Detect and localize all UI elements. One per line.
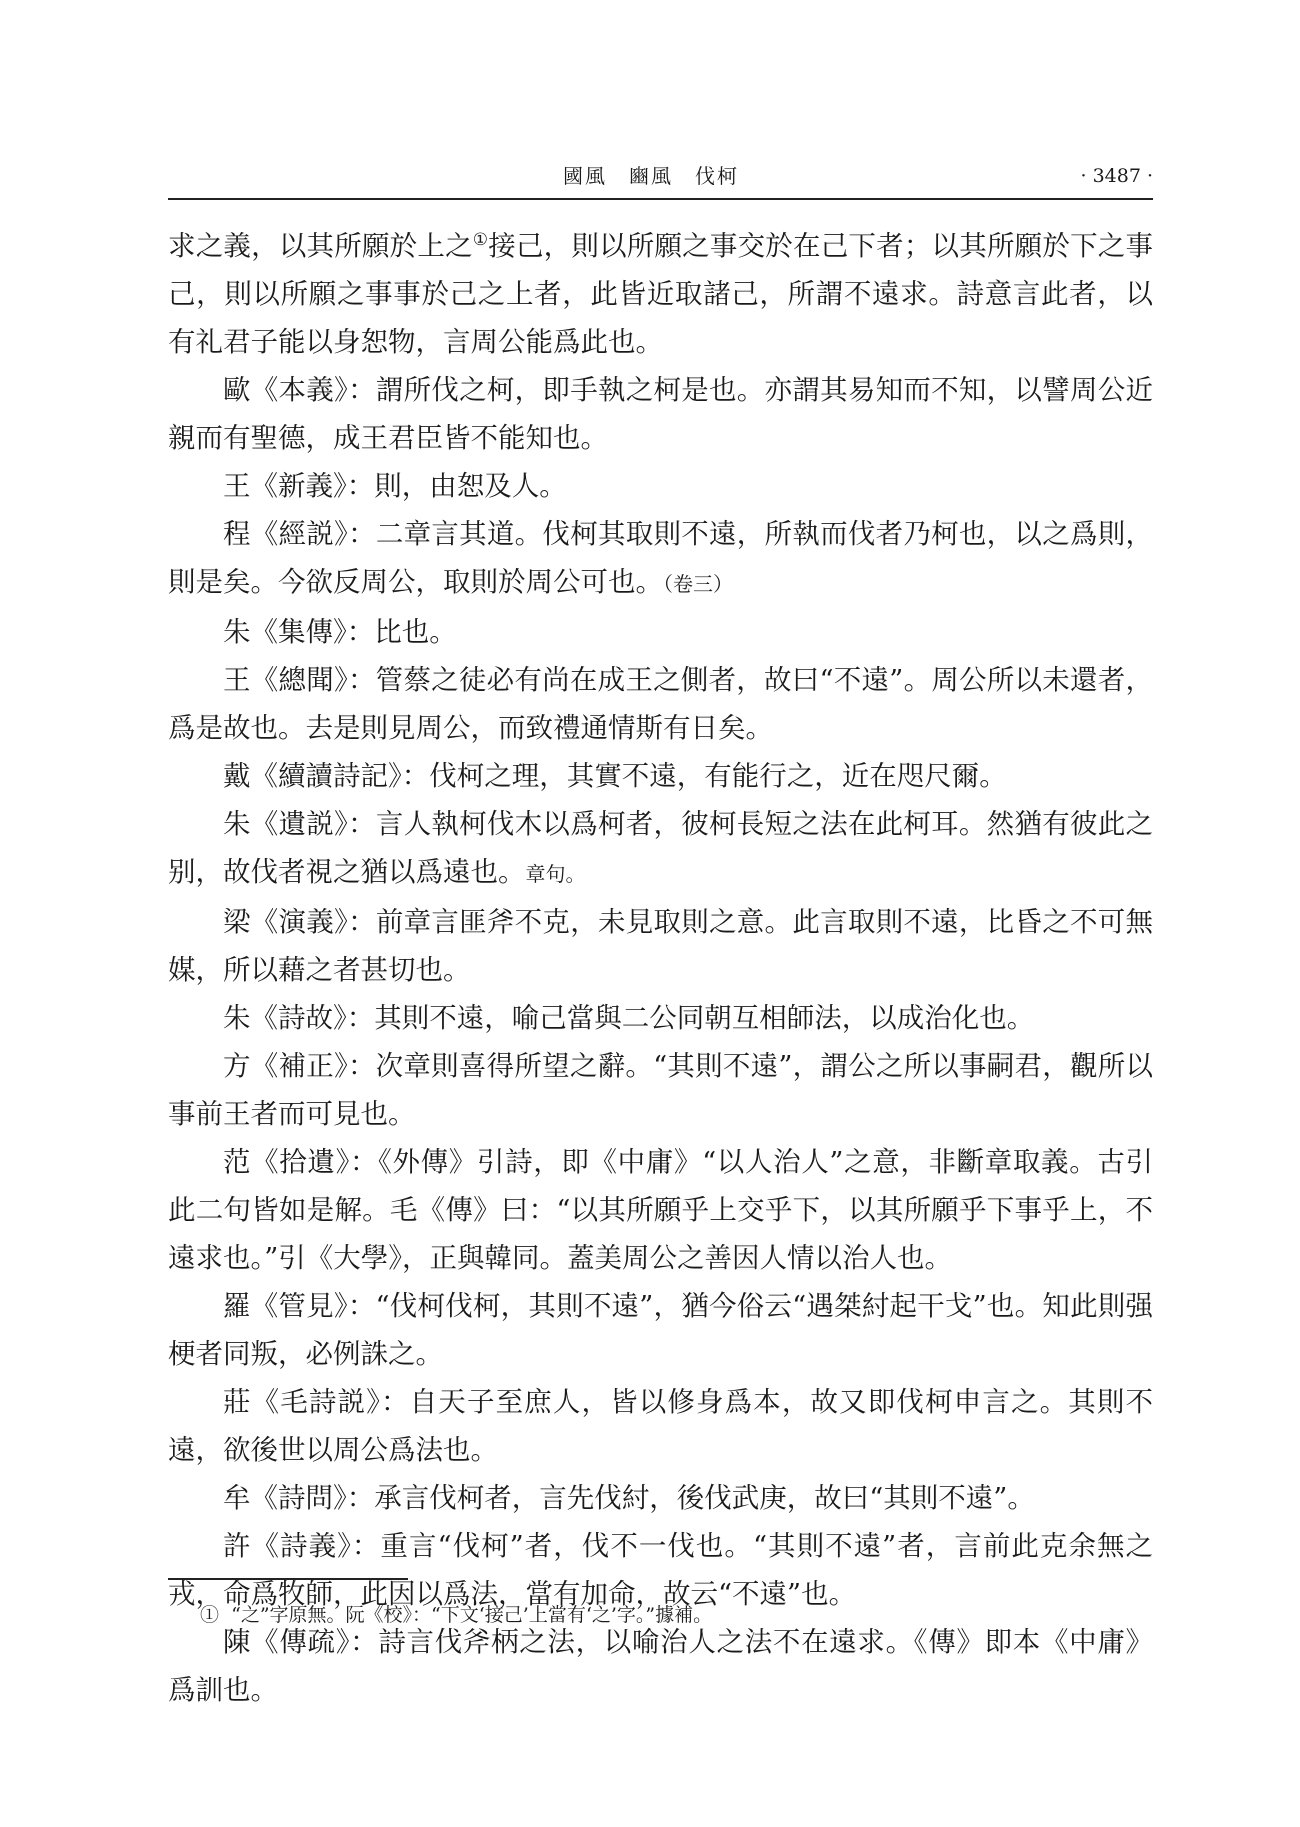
footnote-text: “之”字原無。阮《校》：“下文‘接己’上當有‘之’字。”據補。 [231, 1604, 713, 1626]
footnote-reference[interactable]: ① [472, 229, 489, 250]
header-rule [168, 198, 1153, 200]
source-note: 章句。 [525, 862, 586, 886]
commentary-paragraph [168, 510, 1153, 608]
commentary-paragraph: 朱《詩故》：其則不遠，喻己當與二公同朝互相師法，以成治化也。 [223, 1002, 1035, 1034]
paragraph-text: 朱《遺説》：言人執柯伐木以爲柯者，彼柯長短之法在此柯耳。然猶有彼此之别，故伐者視之猶以爲遠也。 [168, 808, 1153, 888]
page-number: · 3487 · [1080, 165, 1153, 187]
commentary-paragraph: 王《總聞》：管蔡之徒必有尚在成王之側者，故曰“不遠”。周公所以未還者，爲是故也。去是則見周公，而致禮通情斯有日矣。 [168, 664, 1153, 744]
commentary-paragraph: 梁《演義》：前章言匪斧不克，未見取則之意。此言取則不遠，比昏之不可無媒，所以藉之者甚切也。 [168, 906, 1153, 986]
source-note: （卷三） [663, 572, 733, 596]
running-header [168, 160, 1153, 192]
commentary-paragraph: 牟《詩問》：承言伐柯者，言先伐紂，後伐武庚，故曰“其則不遠”。 [223, 1482, 1035, 1514]
footnote-rule [168, 1578, 408, 1580]
commentary-paragraph: 歐《本義》：謂所伐之柯，即手執之柯是也。亦謂其易知而不知，以譬周公近親而有聖德，成王君臣皆不能知也。 [168, 374, 1153, 454]
commentary-paragraph: 王《新義》：則，由恕及人。 [223, 470, 567, 502]
paragraph-text: 接己，則以所願之事交於在己下者；以其所願於下之事己，則以所願之事事於己之上者，此皆近取諸己，所謂不遠求。詩意言此者，以有礼君子能以身恕物，言周公能爲此也。 [168, 230, 1153, 358]
commentary-paragraph: 陳《傳疏》：詩言伐斧柄之法，以喻治人之法不在遠求。《傳》即本《中庸》爲訓也。 [168, 1626, 1153, 1706]
commentary-paragraph: 莊《毛詩説》：自天子至庶人，皆以修身爲本，故又即伐柯申言之。其則不遠，欲後世以周公爲法也。 [168, 1386, 1153, 1466]
main-text [168, 222, 1153, 1714]
commentary-paragraph: 范《拾遺》：《外傳》引詩，即《中庸》“以人治人”之意，非斷章取義。古引此二句皆如是解。毛《傳》曰：“以其所願乎上交乎下，以其所願乎下事乎上，不遠求也。”引《大學》，正與韓同。蓋美周公之善因人情以治人也。 [168, 1146, 1153, 1274]
commentary-paragraph: 許《詩義》：重言“伐柯”者，伐不一伐也。“其則不遠”者，言前此克余無之戎，命爲牧師，此因以爲法，當有加命，故云“不遠”也。 [168, 1530, 1153, 1610]
commentary-paragraph: 朱《集傳》：比也。 [223, 616, 457, 648]
commentary-paragraph: 戴《續讀詩記》：伐柯之理，其實不遠，有能行之，近在咫尺爾。 [223, 760, 1007, 792]
paragraph-text: 求之義，以其所願於上之 [168, 230, 473, 262]
header-title: 國風 豳風 伐柯 [563, 164, 739, 188]
footnote [200, 1600, 1150, 1630]
paragraph-text: 程《經説》：二章言其道。伐柯其取則不遠，所執而伐者乃柯也，以之爲則，則是矣。今欲反周公，取則於周公可也。 [168, 518, 1153, 598]
commentary-paragraph: 方《補正》：次章則喜得所望之辭。“其則不遠”，謂公之所以事嗣君，觀所以事前王者而可見也。 [168, 1050, 1153, 1130]
footnote-marker: ① [200, 1604, 220, 1626]
commentary-paragraph [168, 800, 1153, 898]
commentary-paragraph: 羅《管見》：“伐柯伐柯，其則不遠”，猶今俗云“遇桀紂起干戈”也。知此則强梗者同叛，必例誅之。 [168, 1290, 1153, 1370]
paragraph-continued [168, 222, 1153, 366]
